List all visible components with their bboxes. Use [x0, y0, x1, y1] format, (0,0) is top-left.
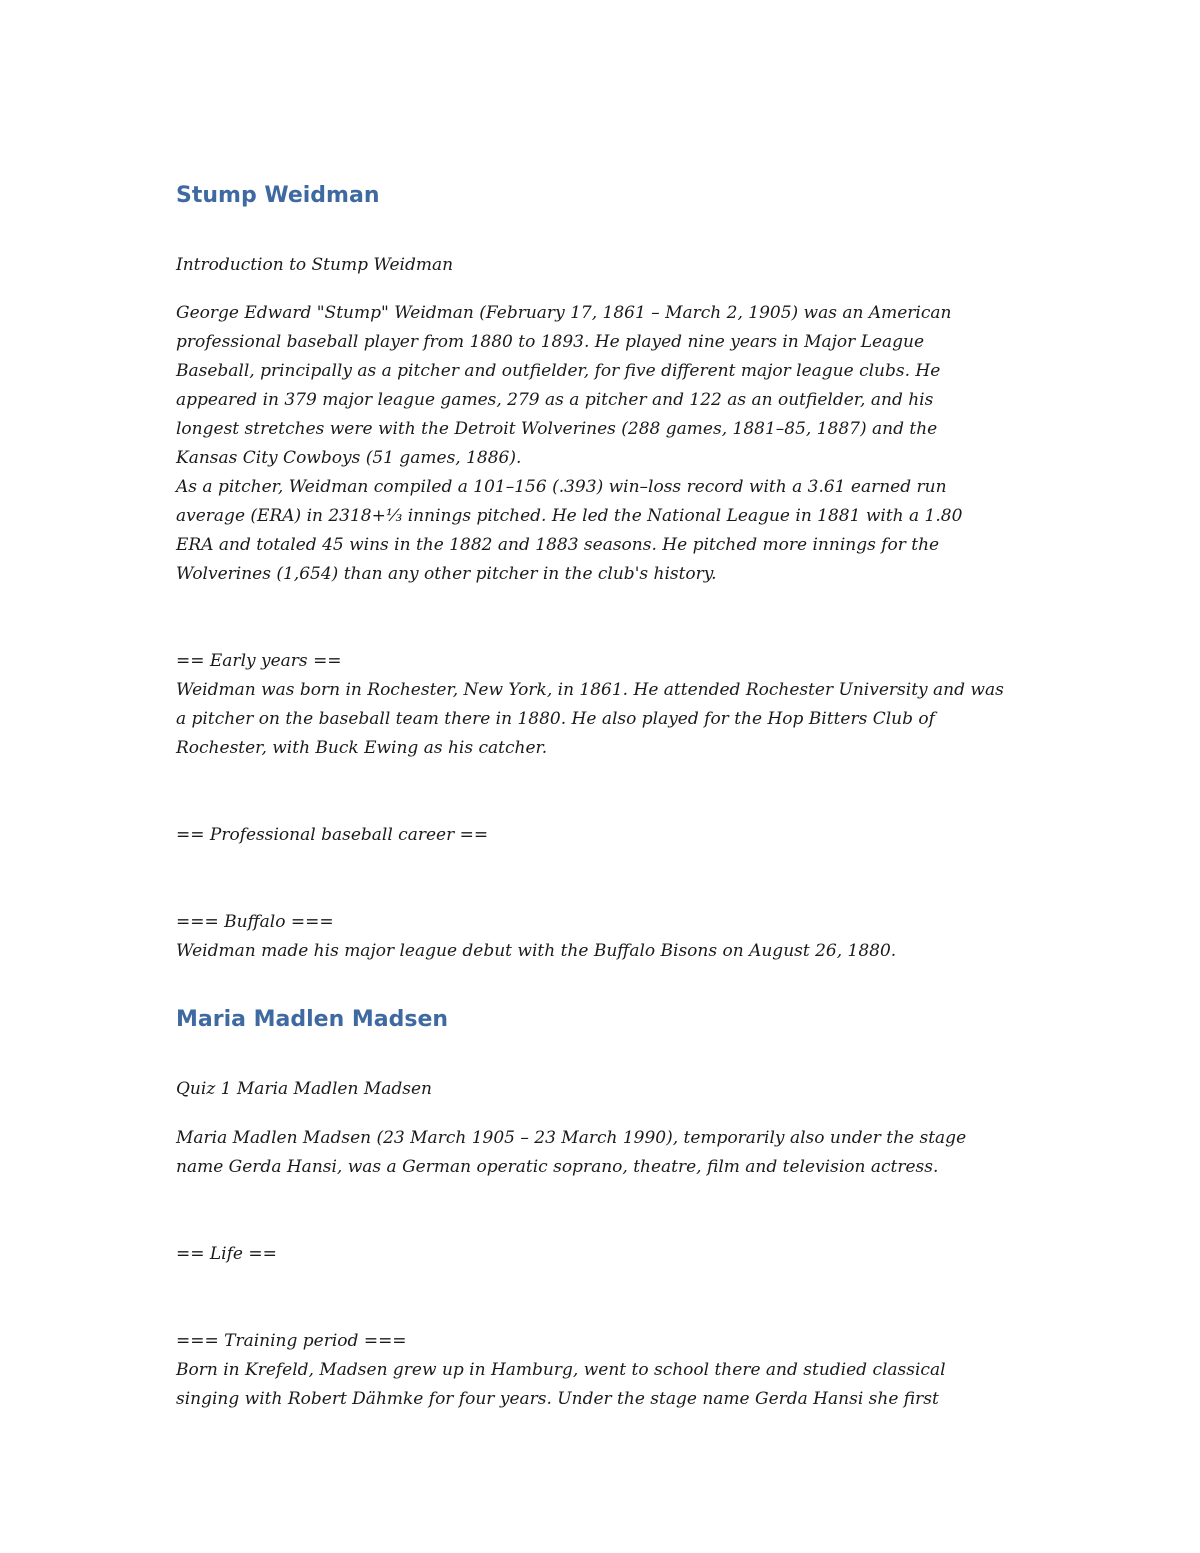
maria-madsen-subtitle: Quiz 1 Maria Madlen Madsen — [176, 1079, 432, 1099]
stump-intro-line: George Edward "Stump" Weidman (February 17, 1861 – March 2, 1905) was an American — [176, 303, 952, 323]
early-years-line: Rochester, with Buck Ewing as his catcher. — [176, 738, 548, 758]
training-heading: === Training period === — [176, 1331, 407, 1351]
training-line: singing with Robert Dähmke for four years. Under the stage name Gerda Hansi she first — [176, 1389, 939, 1409]
stump-intro-line: As a pitcher, Weidman compiled a 101–156 (.393) win–loss record with a 3.61 earned run — [176, 477, 947, 497]
stump-weidman-title: Stump Weidman — [176, 183, 380, 208]
life-heading: == Life == — [176, 1244, 277, 1264]
stump-intro-line: Wolverines (1,654) than any other pitcher in the club's history. — [176, 564, 717, 584]
training-line: Born in Krefeld, Madsen grew up in Hamburg, went to school there and studied classical — [176, 1360, 946, 1380]
stump-intro-line: ERA and totaled 45 wins in the 1882 and 1883 seasons. He pitched more innings for the — [176, 535, 940, 555]
buffalo-heading: === Buffalo === — [176, 912, 334, 932]
early-years-heading: == Early years == — [176, 651, 342, 671]
maria-intro-line: name Gerda Hansi, was a German operatic soprano, theatre, film and television actress. — [176, 1157, 939, 1177]
early-years-line: Weidman was born in Rochester, New York, in 1861. He attended Rochester University and was — [176, 680, 1004, 700]
stump-intro-line: appeared in 379 major league games, 279 as a pitcher and 122 as an outfielder, and his — [176, 390, 934, 410]
career-heading: == Professional baseball career == — [176, 825, 489, 845]
stump-intro-line: longest stretches were with the Detroit Wolverines (288 games, 1881–85, 1887) and the — [176, 419, 938, 439]
early-years-line: a pitcher on the baseball team there in 1880. He also played for the Hop Bitters Club of — [176, 709, 935, 729]
maria-intro-line: Maria Madlen Madsen (23 March 1905 – 23 March 1990), temporarily also under the stage — [176, 1128, 967, 1148]
stump-intro-line: average (ERA) in 2318+⅓ innings pitched. He led the National League in 1881 with a 1.80 — [176, 506, 963, 526]
stump-intro-line: Baseball, principally as a pitcher and outfielder, for five different major league clubs. He — [176, 361, 941, 381]
stump-weidman-subtitle: Introduction to Stump Weidman — [176, 255, 454, 275]
stump-intro-line: professional baseball player from 1880 to 1893. He played nine years in Major League — [176, 332, 925, 352]
stump-intro-line: Kansas City Cowboys (51 games, 1886). — [176, 448, 522, 468]
buffalo-line: Weidman made his major league debut with the Buffalo Bisons on August 26, 1880. — [176, 941, 897, 961]
maria-madsen-title: Maria Madlen Madsen — [176, 1007, 449, 1032]
